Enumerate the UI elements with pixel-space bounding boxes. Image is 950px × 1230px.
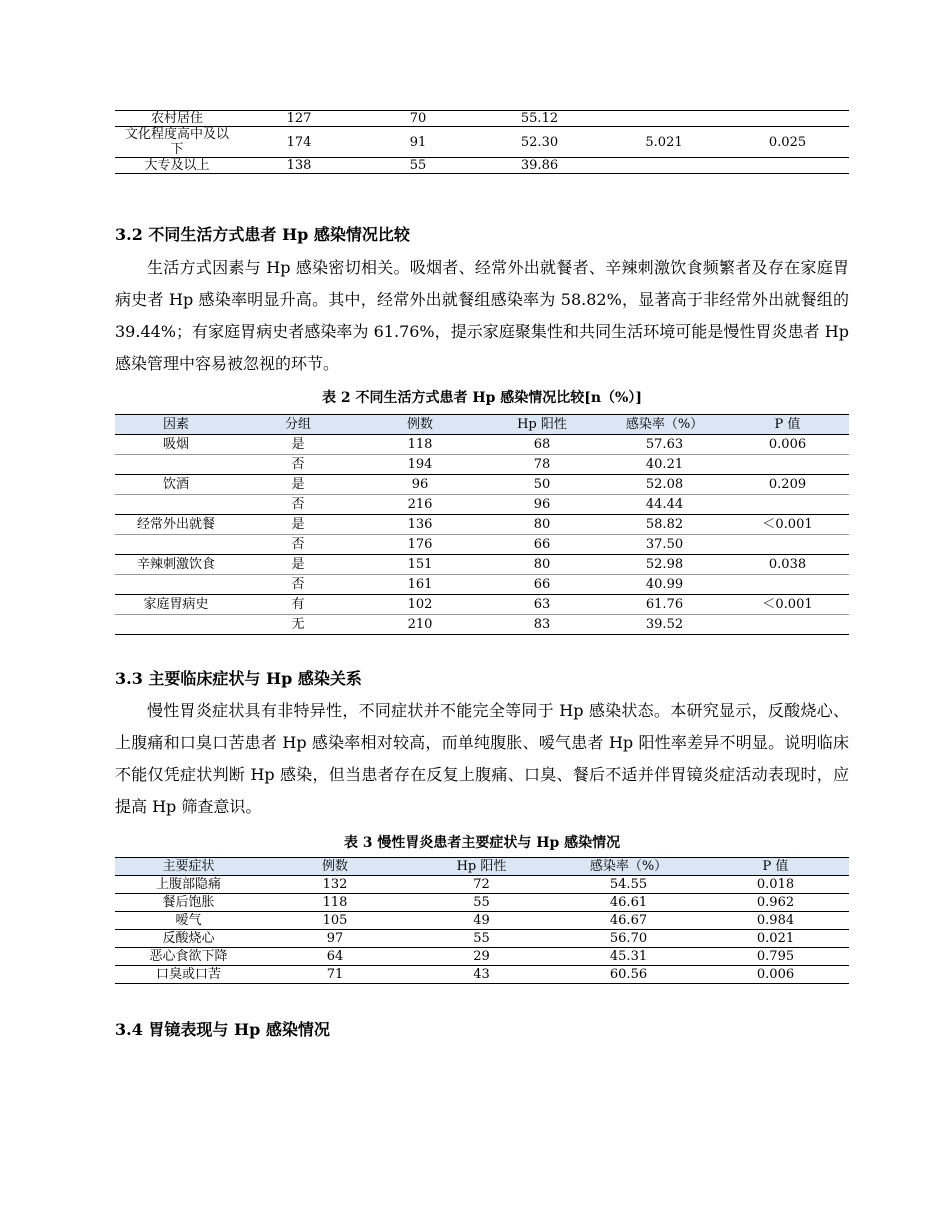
table-row <box>115 912 849 930</box>
table-cell <box>115 575 237 595</box>
section-paragraph-3-2: 生活方式因素与 Hp 感染密切相关。吸烟者、经常外出就餐者、辛辣刺激饮食频繁者及存在家庭胃病史者 Hp 感染率明显升高。其中，经常外出就餐组感染率为 58.82%，显著高于非经常外出就餐组的 39.44%；有家庭胃病史者感染率为 61.76%，提示家庭聚集性和共同生活环境可能是慢性胃炎患者 Hp 感染管理中容易被忽视的环节。 <box>115 258 849 373</box>
table-cell <box>726 575 849 595</box>
table-cell: 64 <box>326 949 344 964</box>
table-cell: 无 <box>291 617 305 632</box>
table-cell: 80 <box>533 517 551 532</box>
table-row <box>115 930 849 948</box>
table-cell: 71 <box>326 967 344 982</box>
table-cell: 210 <box>407 617 433 632</box>
table-cell: 吸烟 <box>162 437 189 452</box>
table-cell: 39.86 <box>520 158 559 173</box>
table-header-row <box>115 858 849 876</box>
table-cell: 0.018 <box>756 877 795 892</box>
table-cell <box>726 455 849 475</box>
table-cell: 0.038 <box>768 557 807 572</box>
table-cell: 0.006 <box>768 437 807 452</box>
table-cell: 96 <box>533 497 551 512</box>
table-cell: 有 <box>291 597 305 612</box>
table-row <box>115 158 849 174</box>
table-cell: 83 <box>533 617 551 632</box>
table-row <box>115 595 849 615</box>
table-cell: ＜0.001 <box>762 517 813 532</box>
table-cell: 151 <box>407 557 433 572</box>
table-cell: 辛辣刺激饮食 <box>136 557 215 572</box>
table-cell: 农村居住 <box>150 111 203 126</box>
table-cell: 是 <box>291 557 305 572</box>
table-cell: 174 <box>286 134 312 150</box>
table-cell: 68 <box>533 437 551 452</box>
column-header: 主要症状 <box>162 859 215 874</box>
table-cell <box>115 615 237 635</box>
table-cell: 39.52 <box>645 617 684 632</box>
table-2-caption: 表 2 不同生活方式患者 Hp 感染情况比较[n（%）] <box>322 390 642 406</box>
table-row <box>115 966 849 984</box>
section-paragraph-3-3: 慢性胃炎症状具有非特异性，不同症状并不能完全等同于 Hp 感染状态。本研究显示，反酸烧心、上腹痛和口臭口苦患者 Hp 感染率相对较高，而单纯腹胀、嗳气患者 Hp 阳性率差异不明显。说明临床不能仅凭症状判断 Hp 感染，但当患者存在反复上腹痛、口臭、餐后不适并伴胃镜炎症活动表现时，应提高 Hp 筛查意识。 <box>115 701 849 816</box>
table-row <box>115 894 849 912</box>
section-heading-3-3: 3.3 主要临床症状与 Hp 感染关系 <box>115 669 362 688</box>
column-header: 感染率（%） <box>589 859 668 874</box>
table-cell: 44.44 <box>645 497 684 512</box>
section-heading-3-4: 3.4 胃镜表现与 Hp 感染情况 <box>115 1020 330 1039</box>
table-cell: 127 <box>286 111 312 126</box>
table-row <box>115 555 849 575</box>
table-cell: 0.984 <box>756 913 795 928</box>
table-2 <box>115 414 849 635</box>
column-header: 感染率（%） <box>625 417 704 432</box>
table-cell: 176 <box>407 537 433 552</box>
table-row <box>115 876 849 894</box>
table-cell: 118 <box>322 895 348 910</box>
table-cell: 饮酒 <box>162 477 189 492</box>
table-cell: 78 <box>533 457 551 472</box>
table-cell: 55.12 <box>520 111 559 126</box>
table-row <box>115 948 849 966</box>
table-3 <box>115 857 849 984</box>
table-cell <box>726 535 849 555</box>
table-cell: 经常外出就餐 <box>136 517 215 532</box>
table-cell: 52.30 <box>520 134 559 150</box>
table-cell: 45.31 <box>609 949 648 964</box>
table-cell: 46.67 <box>609 913 648 928</box>
table-cell: 91 <box>409 134 427 150</box>
table-cell: 216 <box>407 497 433 512</box>
table-cell: 54.55 <box>609 877 648 892</box>
table-cell: 否 <box>291 577 305 592</box>
table-cell: 118 <box>407 437 433 452</box>
table-row <box>115 435 849 455</box>
column-header: 分组 <box>284 417 311 432</box>
table-row <box>115 615 849 635</box>
table-cell: 194 <box>407 457 433 472</box>
table-cell <box>726 158 849 174</box>
table-cell: 是 <box>291 517 305 532</box>
table-cell: 0.006 <box>756 967 795 982</box>
table-row <box>115 111 849 127</box>
table-cell: 72 <box>473 877 490 892</box>
table-cell: 43 <box>473 967 490 982</box>
table-cell: ＜0.001 <box>762 597 813 612</box>
table-cell: 是 <box>291 477 305 492</box>
table-cell: 58.82 <box>645 517 684 532</box>
table-cell: 嗳气 <box>175 913 202 928</box>
table-cell: 96 <box>411 477 429 492</box>
table-cell <box>726 111 849 127</box>
table-cell: 0.021 <box>756 931 795 946</box>
table-cell: 52.08 <box>645 477 684 492</box>
table-cell <box>602 111 726 127</box>
table-cell <box>115 455 237 475</box>
table-cell: 80 <box>533 557 551 572</box>
table-cell: 大专及以上 <box>144 158 210 173</box>
table-cell: 105 <box>322 913 348 928</box>
table-cell: 138 <box>286 158 312 173</box>
table-1-continuation <box>115 110 849 174</box>
column-header: P 值 <box>762 859 789 874</box>
table-cell: 37.50 <box>645 537 684 552</box>
table-cell: 50 <box>533 477 551 492</box>
table-cell: 161 <box>407 577 433 592</box>
table-row <box>115 475 849 495</box>
table-cell: 口臭或口苦 <box>155 967 221 982</box>
table-cell: 70 <box>409 111 427 126</box>
table-header-row <box>115 415 849 435</box>
table-cell: 40.21 <box>645 457 684 472</box>
table-row <box>115 575 849 595</box>
column-header: 因素 <box>162 417 189 432</box>
table-cell: 0.795 <box>756 949 795 964</box>
table-cell: 102 <box>407 597 433 612</box>
table-row <box>115 455 849 475</box>
table-cell: 61.76 <box>645 597 684 612</box>
table-cell: 55 <box>473 895 490 910</box>
table-cell: 上腹部隐痛 <box>155 877 221 892</box>
table-cell <box>726 615 849 635</box>
table-cell: 文化程度高中及以下 <box>125 127 230 157</box>
table-cell: 57.63 <box>645 437 684 452</box>
table-cell: 63 <box>533 597 551 612</box>
table-cell: 家庭胃病史 <box>143 597 209 612</box>
table-row <box>115 535 849 555</box>
table-cell: 55 <box>473 931 490 946</box>
table-cell: 5.021 <box>645 134 683 150</box>
table-cell <box>602 158 726 174</box>
column-header: P 值 <box>774 417 801 432</box>
table-cell: 0.025 <box>768 134 807 150</box>
table-row <box>115 495 849 515</box>
table-cell: 66 <box>533 577 551 592</box>
table-cell: 餐后饱胀 <box>162 895 215 910</box>
table-cell: 0.209 <box>768 477 807 492</box>
table-cell: 66 <box>533 537 551 552</box>
table-cell: 52.98 <box>645 557 684 572</box>
table-cell: 29 <box>473 949 490 964</box>
table-cell: 60.56 <box>609 967 648 982</box>
table-cell: 0.962 <box>756 895 795 910</box>
table-cell <box>115 495 237 515</box>
column-header: Hp 阳性 <box>456 859 507 874</box>
table-cell: 136 <box>407 517 433 532</box>
table-cell: 否 <box>291 537 305 552</box>
table-cell: 否 <box>291 497 305 512</box>
table-3-caption: 表 3 慢性胃炎患者主要症状与 Hp 感染情况 <box>343 835 621 851</box>
table-cell: 反酸烧心 <box>162 931 215 946</box>
table-cell: 56.70 <box>609 931 648 946</box>
table-cell: 否 <box>291 457 305 472</box>
table-cell: 40.99 <box>645 577 684 592</box>
table-cell: 是 <box>291 437 305 452</box>
table-row <box>115 515 849 535</box>
column-header: 例数 <box>321 859 348 874</box>
table-cell: 55 <box>409 158 427 173</box>
table-cell: 46.61 <box>609 895 648 910</box>
table-cell: 恶心食欲下降 <box>149 949 228 964</box>
table-cell <box>726 495 849 515</box>
table-cell <box>115 535 237 555</box>
table-row <box>115 127 849 158</box>
table-cell: 132 <box>322 877 348 892</box>
column-header: Hp 阳性 <box>517 417 567 432</box>
table-cell: 49 <box>473 913 490 928</box>
column-header: 例数 <box>406 417 433 432</box>
section-heading-3-2: 3.2 不同生活方式患者 Hp 感染情况比较 <box>115 225 410 244</box>
table-cell: 97 <box>326 931 344 946</box>
